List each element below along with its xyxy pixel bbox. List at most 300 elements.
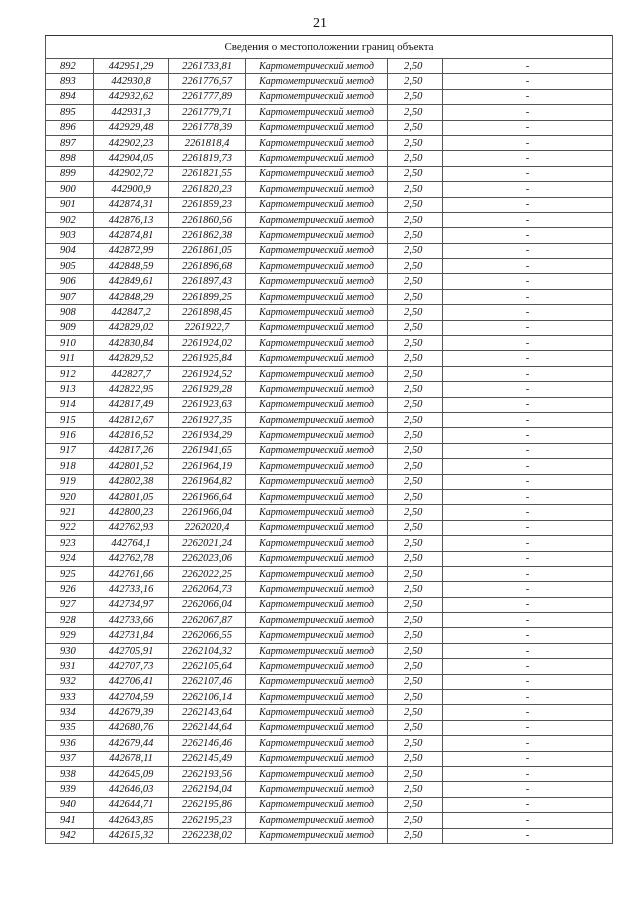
error-cell: 2,50 xyxy=(388,720,443,735)
error-cell: 2,50 xyxy=(388,643,443,658)
method-cell: Картометрический метод xyxy=(246,813,388,828)
method-cell: Картометрический метод xyxy=(246,320,388,335)
note-cell: - xyxy=(443,520,613,535)
x-coordinate-cell: 442827,7 xyxy=(94,366,169,381)
method-cell: Картометрический метод xyxy=(246,613,388,628)
table-row xyxy=(46,582,613,597)
method-cell: Картометрический метод xyxy=(246,520,388,535)
point-number-cell: 937 xyxy=(46,751,94,766)
method-cell: Картометрический метод xyxy=(246,182,388,197)
note-cell: - xyxy=(443,259,613,274)
x-coordinate-cell: 442762,93 xyxy=(94,520,169,535)
error-cell: 2,50 xyxy=(388,412,443,427)
x-coordinate-cell: 442872,99 xyxy=(94,243,169,258)
point-number-cell: 920 xyxy=(46,489,94,504)
y-coordinate-cell: 2262144,64 xyxy=(169,720,246,735)
table-row xyxy=(46,751,613,766)
x-coordinate-cell: 442829,02 xyxy=(94,320,169,335)
point-number-cell: 921 xyxy=(46,505,94,520)
x-coordinate-cell: 442800,23 xyxy=(94,505,169,520)
table-row xyxy=(46,197,613,212)
error-cell: 2,50 xyxy=(388,336,443,351)
note-cell: - xyxy=(443,536,613,551)
point-number-cell: 941 xyxy=(46,813,94,828)
note-cell: - xyxy=(443,397,613,412)
point-number-cell: 927 xyxy=(46,597,94,612)
y-coordinate-cell: 2261927,35 xyxy=(169,412,246,427)
note-cell: - xyxy=(443,197,613,212)
note-cell: - xyxy=(443,551,613,566)
x-coordinate-cell: 442680,76 xyxy=(94,720,169,735)
x-coordinate-cell: 442822,95 xyxy=(94,382,169,397)
method-cell: Картометрический метод xyxy=(246,582,388,597)
error-cell: 2,50 xyxy=(388,597,443,612)
x-coordinate-cell: 442802,38 xyxy=(94,474,169,489)
method-cell: Картометрический метод xyxy=(246,228,388,243)
table-row xyxy=(46,720,613,735)
method-cell: Картометрический метод xyxy=(246,59,388,74)
table-header-row xyxy=(46,36,613,59)
y-coordinate-cell: 2261925,84 xyxy=(169,351,246,366)
method-cell: Картометрический метод xyxy=(246,397,388,412)
y-coordinate-cell: 2262064,73 xyxy=(169,582,246,597)
method-cell: Картометрический метод xyxy=(246,459,388,474)
x-coordinate-cell: 442706,41 xyxy=(94,674,169,689)
table-row xyxy=(46,336,613,351)
y-coordinate-cell: 2261896,68 xyxy=(169,259,246,274)
point-number-cell: 933 xyxy=(46,690,94,705)
y-coordinate-cell: 2261924,52 xyxy=(169,366,246,381)
point-number-cell: 906 xyxy=(46,274,94,289)
method-cell: Картометрический метод xyxy=(246,197,388,212)
method-cell: Картометрический метод xyxy=(246,720,388,735)
method-cell: Картометрический метод xyxy=(246,782,388,797)
table-row xyxy=(46,366,613,381)
error-cell: 2,50 xyxy=(388,151,443,166)
table-row xyxy=(46,443,613,458)
error-cell: 2,50 xyxy=(388,243,443,258)
point-number-cell: 899 xyxy=(46,166,94,181)
y-coordinate-cell: 2262143,64 xyxy=(169,705,246,720)
error-cell: 2,50 xyxy=(388,320,443,335)
error-cell: 2,50 xyxy=(388,197,443,212)
note-cell: - xyxy=(443,428,613,443)
y-coordinate-cell: 2261776,57 xyxy=(169,74,246,89)
x-coordinate-cell: 442830,84 xyxy=(94,336,169,351)
table-row xyxy=(46,305,613,320)
point-number-cell: 896 xyxy=(46,120,94,135)
table-row xyxy=(46,351,613,366)
method-cell: Картометрический метод xyxy=(246,120,388,135)
error-cell: 2,50 xyxy=(388,628,443,643)
table-row xyxy=(46,289,613,304)
note-cell: - xyxy=(443,212,613,227)
point-number-cell: 934 xyxy=(46,705,94,720)
x-coordinate-cell: 442849,61 xyxy=(94,274,169,289)
y-coordinate-cell: 2261922,7 xyxy=(169,320,246,335)
error-cell: 2,50 xyxy=(388,782,443,797)
y-coordinate-cell: 2261898,45 xyxy=(169,305,246,320)
table-row xyxy=(46,782,613,797)
note-cell: - xyxy=(443,690,613,705)
method-cell: Картометрический метод xyxy=(246,366,388,381)
y-coordinate-cell: 2262146,46 xyxy=(169,736,246,751)
note-cell: - xyxy=(443,366,613,381)
method-cell: Картометрический метод xyxy=(246,643,388,658)
note-cell: - xyxy=(443,674,613,689)
table-row xyxy=(46,166,613,181)
method-cell: Картометрический метод xyxy=(246,351,388,366)
y-coordinate-cell: 2261859,23 xyxy=(169,197,246,212)
y-coordinate-cell: 2261929,28 xyxy=(169,382,246,397)
error-cell: 2,50 xyxy=(388,551,443,566)
y-coordinate-cell: 2262067,87 xyxy=(169,613,246,628)
note-cell: - xyxy=(443,274,613,289)
x-coordinate-cell: 442733,16 xyxy=(94,582,169,597)
y-coordinate-cell: 2261899,25 xyxy=(169,289,246,304)
x-coordinate-cell: 442876,13 xyxy=(94,212,169,227)
point-number-cell: 897 xyxy=(46,135,94,150)
error-cell: 2,50 xyxy=(388,505,443,520)
error-cell: 2,50 xyxy=(388,59,443,74)
method-cell: Картометрический метод xyxy=(246,736,388,751)
point-number-cell: 926 xyxy=(46,582,94,597)
note-cell: - xyxy=(443,289,613,304)
note-cell: - xyxy=(443,813,613,828)
error-cell: 2,50 xyxy=(388,690,443,705)
method-cell: Картометрический метод xyxy=(246,89,388,104)
note-cell: - xyxy=(443,720,613,735)
table-row xyxy=(46,151,613,166)
method-cell: Картометрический метод xyxy=(246,135,388,150)
method-cell: Картометрический метод xyxy=(246,289,388,304)
point-number-cell: 912 xyxy=(46,366,94,381)
point-number-cell: 932 xyxy=(46,674,94,689)
x-coordinate-cell: 442733,66 xyxy=(94,613,169,628)
point-number-cell: 930 xyxy=(46,643,94,658)
method-cell: Картометрический метод xyxy=(246,412,388,427)
error-cell: 2,50 xyxy=(388,89,443,104)
y-coordinate-cell: 2262145,49 xyxy=(169,751,246,766)
x-coordinate-cell: 442931,3 xyxy=(94,105,169,120)
note-cell: - xyxy=(443,120,613,135)
table-row xyxy=(46,690,613,705)
table-row xyxy=(46,428,613,443)
y-coordinate-cell: 2261923,63 xyxy=(169,397,246,412)
x-coordinate-cell: 442817,26 xyxy=(94,443,169,458)
x-coordinate-cell: 442615,32 xyxy=(94,828,169,843)
error-cell: 2,50 xyxy=(388,566,443,581)
x-coordinate-cell: 442900,9 xyxy=(94,182,169,197)
error-cell: 2,50 xyxy=(388,105,443,120)
y-coordinate-cell: 2262106,14 xyxy=(169,690,246,705)
y-coordinate-cell: 2261818,4 xyxy=(169,135,246,150)
note-cell: - xyxy=(443,751,613,766)
point-number-cell: 924 xyxy=(46,551,94,566)
table-title: Сведения о местоположении границ объекта xyxy=(46,36,613,59)
y-coordinate-cell: 2261778,39 xyxy=(169,120,246,135)
error-cell: 2,50 xyxy=(388,474,443,489)
y-coordinate-cell: 2261733,81 xyxy=(169,59,246,74)
y-coordinate-cell: 2261941,65 xyxy=(169,443,246,458)
note-cell: - xyxy=(443,489,613,504)
x-coordinate-cell: 442644,71 xyxy=(94,797,169,812)
error-cell: 2,50 xyxy=(388,520,443,535)
table-row xyxy=(46,243,613,258)
table-row xyxy=(46,259,613,274)
y-coordinate-cell: 2261820,23 xyxy=(169,182,246,197)
point-number-cell: 918 xyxy=(46,459,94,474)
error-cell: 2,50 xyxy=(388,74,443,89)
error-cell: 2,50 xyxy=(388,397,443,412)
error-cell: 2,50 xyxy=(388,166,443,181)
note-cell: - xyxy=(443,151,613,166)
point-number-cell: 894 xyxy=(46,89,94,104)
error-cell: 2,50 xyxy=(388,613,443,628)
table-row xyxy=(46,628,613,643)
table-row xyxy=(46,320,613,335)
x-coordinate-cell: 442643,85 xyxy=(94,813,169,828)
y-coordinate-cell: 2261964,19 xyxy=(169,459,246,474)
x-coordinate-cell: 442902,72 xyxy=(94,166,169,181)
x-coordinate-cell: 442829,52 xyxy=(94,351,169,366)
table-row xyxy=(46,566,613,581)
table-row xyxy=(46,228,613,243)
point-number-cell: 929 xyxy=(46,628,94,643)
table-row xyxy=(46,813,613,828)
method-cell: Картометрический метод xyxy=(246,566,388,581)
error-cell: 2,50 xyxy=(388,212,443,227)
method-cell: Картометрический метод xyxy=(246,705,388,720)
method-cell: Картометрический метод xyxy=(246,597,388,612)
point-number-cell: 935 xyxy=(46,720,94,735)
note-cell: - xyxy=(443,736,613,751)
point-number-cell: 895 xyxy=(46,105,94,120)
point-number-cell: 911 xyxy=(46,351,94,366)
note-cell: - xyxy=(443,89,613,104)
error-cell: 2,50 xyxy=(388,135,443,150)
y-coordinate-cell: 2261777,89 xyxy=(169,89,246,104)
x-coordinate-cell: 442951,29 xyxy=(94,59,169,74)
y-coordinate-cell: 2262022,25 xyxy=(169,566,246,581)
y-coordinate-cell: 2261966,64 xyxy=(169,489,246,504)
y-coordinate-cell: 2261897,43 xyxy=(169,274,246,289)
error-cell: 2,50 xyxy=(388,813,443,828)
method-cell: Картометрический метод xyxy=(246,443,388,458)
method-cell: Картометрический метод xyxy=(246,551,388,566)
table-row xyxy=(46,489,613,504)
x-coordinate-cell: 442847,2 xyxy=(94,305,169,320)
error-cell: 2,50 xyxy=(388,736,443,751)
method-cell: Картометрический метод xyxy=(246,305,388,320)
method-cell: Картометрический метод xyxy=(246,274,388,289)
page-number: 21 xyxy=(313,16,327,31)
y-coordinate-cell: 2262104,32 xyxy=(169,643,246,658)
table-row xyxy=(46,274,613,289)
x-coordinate-cell: 442874,31 xyxy=(94,197,169,212)
y-coordinate-cell: 2261966,04 xyxy=(169,505,246,520)
note-cell: - xyxy=(443,443,613,458)
point-number-cell: 893 xyxy=(46,74,94,89)
note-cell: - xyxy=(443,74,613,89)
x-coordinate-cell: 442930,8 xyxy=(94,74,169,89)
note-cell: - xyxy=(443,382,613,397)
point-number-cell: 936 xyxy=(46,736,94,751)
y-coordinate-cell: 2261964,82 xyxy=(169,474,246,489)
error-cell: 2,50 xyxy=(388,289,443,304)
x-coordinate-cell: 442705,91 xyxy=(94,643,169,658)
point-number-cell: 908 xyxy=(46,305,94,320)
error-cell: 2,50 xyxy=(388,797,443,812)
note-cell: - xyxy=(443,305,613,320)
error-cell: 2,50 xyxy=(388,366,443,381)
y-coordinate-cell: 2261934,29 xyxy=(169,428,246,443)
method-cell: Картометрический метод xyxy=(246,659,388,674)
point-number-cell: 909 xyxy=(46,320,94,335)
table-row xyxy=(46,120,613,135)
table-row xyxy=(46,74,613,89)
note-cell: - xyxy=(443,320,613,335)
y-coordinate-cell: 2262066,55 xyxy=(169,628,246,643)
table-row xyxy=(46,382,613,397)
error-cell: 2,50 xyxy=(388,751,443,766)
y-coordinate-cell: 2261821,55 xyxy=(169,166,246,181)
point-number-cell: 915 xyxy=(46,412,94,427)
note-cell: - xyxy=(443,705,613,720)
x-coordinate-cell: 442801,05 xyxy=(94,489,169,504)
note-cell: - xyxy=(443,243,613,258)
point-number-cell: 916 xyxy=(46,428,94,443)
y-coordinate-cell: 2262021,24 xyxy=(169,536,246,551)
y-coordinate-cell: 2262066,04 xyxy=(169,597,246,612)
x-coordinate-cell: 442902,23 xyxy=(94,135,169,150)
table-row xyxy=(46,397,613,412)
note-cell: - xyxy=(443,566,613,581)
table-row xyxy=(46,828,613,843)
table-row xyxy=(46,736,613,751)
error-cell: 2,50 xyxy=(388,489,443,504)
method-cell: Картометрический метод xyxy=(246,628,388,643)
method-cell: Картометрический метод xyxy=(246,336,388,351)
x-coordinate-cell: 442812,67 xyxy=(94,412,169,427)
error-cell: 2,50 xyxy=(388,459,443,474)
y-coordinate-cell: 2261860,56 xyxy=(169,212,246,227)
table-row xyxy=(46,59,613,74)
y-coordinate-cell: 2262105,64 xyxy=(169,659,246,674)
note-cell: - xyxy=(443,766,613,781)
table-row xyxy=(46,643,613,658)
x-coordinate-cell: 442764,1 xyxy=(94,536,169,551)
point-number-cell: 928 xyxy=(46,613,94,628)
error-cell: 2,50 xyxy=(388,659,443,674)
y-coordinate-cell: 2261862,38 xyxy=(169,228,246,243)
error-cell: 2,50 xyxy=(388,428,443,443)
x-coordinate-cell: 442801,52 xyxy=(94,459,169,474)
table-row xyxy=(46,412,613,427)
method-cell: Картометрический метод xyxy=(246,674,388,689)
table-row xyxy=(46,135,613,150)
point-number-cell: 902 xyxy=(46,212,94,227)
table-row xyxy=(46,182,613,197)
error-cell: 2,50 xyxy=(388,259,443,274)
note-cell: - xyxy=(443,643,613,658)
table-row xyxy=(46,459,613,474)
point-number-cell: 917 xyxy=(46,443,94,458)
point-number-cell: 942 xyxy=(46,828,94,843)
error-cell: 2,50 xyxy=(388,228,443,243)
error-cell: 2,50 xyxy=(388,582,443,597)
note-cell: - xyxy=(443,582,613,597)
note-cell: - xyxy=(443,182,613,197)
x-coordinate-cell: 442904,05 xyxy=(94,151,169,166)
error-cell: 2,50 xyxy=(388,766,443,781)
method-cell: Картометрический метод xyxy=(246,74,388,89)
method-cell: Картометрический метод xyxy=(246,166,388,181)
error-cell: 2,50 xyxy=(388,443,443,458)
table-row xyxy=(46,536,613,551)
note-cell: - xyxy=(443,613,613,628)
note-cell: - xyxy=(443,797,613,812)
method-cell: Картометрический метод xyxy=(246,690,388,705)
point-number-cell: 923 xyxy=(46,536,94,551)
error-cell: 2,50 xyxy=(388,120,443,135)
method-cell: Картометрический метод xyxy=(246,243,388,258)
note-cell: - xyxy=(443,597,613,612)
y-coordinate-cell: 2262193,56 xyxy=(169,766,246,781)
x-coordinate-cell: 442761,66 xyxy=(94,566,169,581)
point-number-cell: 904 xyxy=(46,243,94,258)
point-number-cell: 907 xyxy=(46,289,94,304)
table-row xyxy=(46,505,613,520)
note-cell: - xyxy=(443,105,613,120)
table-row xyxy=(46,659,613,674)
x-coordinate-cell: 442646,03 xyxy=(94,782,169,797)
error-cell: 2,50 xyxy=(388,274,443,289)
note-cell: - xyxy=(443,166,613,181)
error-cell: 2,50 xyxy=(388,351,443,366)
table-row xyxy=(46,474,613,489)
x-coordinate-cell: 442707,73 xyxy=(94,659,169,674)
point-number-cell: 939 xyxy=(46,782,94,797)
x-coordinate-cell: 442679,39 xyxy=(94,705,169,720)
x-coordinate-cell: 442762,78 xyxy=(94,551,169,566)
x-coordinate-cell: 442874,81 xyxy=(94,228,169,243)
table-row xyxy=(46,520,613,535)
table-row xyxy=(46,613,613,628)
point-number-cell: 900 xyxy=(46,182,94,197)
boundary-coordinates-table xyxy=(45,35,613,844)
note-cell: - xyxy=(443,782,613,797)
point-number-cell: 931 xyxy=(46,659,94,674)
error-cell: 2,50 xyxy=(388,705,443,720)
note-cell: - xyxy=(443,228,613,243)
y-coordinate-cell: 2262195,23 xyxy=(169,813,246,828)
table-row xyxy=(46,674,613,689)
method-cell: Картометрический метод xyxy=(246,151,388,166)
x-coordinate-cell: 442932,62 xyxy=(94,89,169,104)
y-coordinate-cell: 2262023,06 xyxy=(169,551,246,566)
x-coordinate-cell: 442848,29 xyxy=(94,289,169,304)
y-coordinate-cell: 2261819,73 xyxy=(169,151,246,166)
error-cell: 2,50 xyxy=(388,305,443,320)
table-row xyxy=(46,797,613,812)
x-coordinate-cell: 442731,84 xyxy=(94,628,169,643)
table-body xyxy=(46,59,613,844)
point-number-cell: 925 xyxy=(46,566,94,581)
point-number-cell: 910 xyxy=(46,336,94,351)
error-cell: 2,50 xyxy=(388,674,443,689)
method-cell: Картометрический метод xyxy=(246,428,388,443)
